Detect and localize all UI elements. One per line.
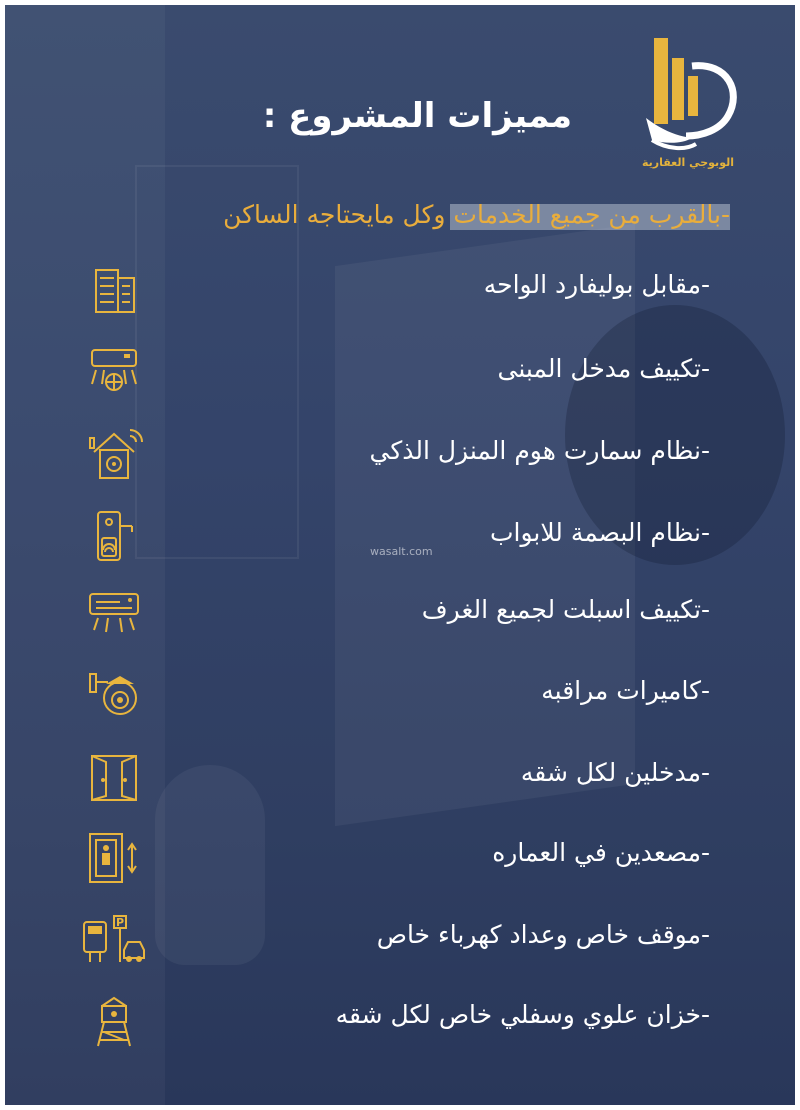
feature-item: -نظام سمارت هوم المنزل الذكي <box>369 436 710 465</box>
highlight-line <box>80 200 730 240</box>
feature-item: -مدخلين لكل شقه <box>520 758 710 787</box>
elevator-icon <box>80 830 148 886</box>
highlight-text: -بالقرب من جميع الخدمات وكل مايحتاجه الساكن <box>223 200 730 229</box>
air-conditioner-icon <box>80 344 148 400</box>
feature-item: -خزان علوي وسفلي خاص لكل شقه <box>335 1000 710 1029</box>
feature-item: -مصعدين في العماره <box>492 838 710 867</box>
svg-text:P: P <box>116 916 125 929</box>
logo-text: الوبوجي العقارية <box>641 156 734 169</box>
fingerprint-door-lock-icon <box>80 508 148 564</box>
split-ac-icon <box>80 586 148 642</box>
parking-meter-icon <box>80 912 148 968</box>
water-tank-icon <box>80 994 148 1050</box>
security-camera-icon <box>80 666 148 722</box>
feature-item: -كاميرات مراقبه <box>541 676 710 705</box>
feature-item: -تكييف مدخل المبنى <box>497 354 710 383</box>
smart-home-icon <box>80 426 148 482</box>
feature-item: -موقف خاص وعداد كهرباء خاص <box>376 920 710 949</box>
background-vase <box>155 765 265 965</box>
page-title: مميزات المشروع : <box>262 96 572 136</box>
feature-item: -نظام البصمة للابواب <box>489 518 710 547</box>
building-icon <box>80 262 148 318</box>
double-door-icon <box>80 750 148 806</box>
feature-item: -مقابل بوليفارد الواحه <box>483 270 710 299</box>
watermark: wasalt.com <box>370 545 433 558</box>
feature-item: -تكييف اسبلت لجميع الغرف <box>421 595 710 624</box>
